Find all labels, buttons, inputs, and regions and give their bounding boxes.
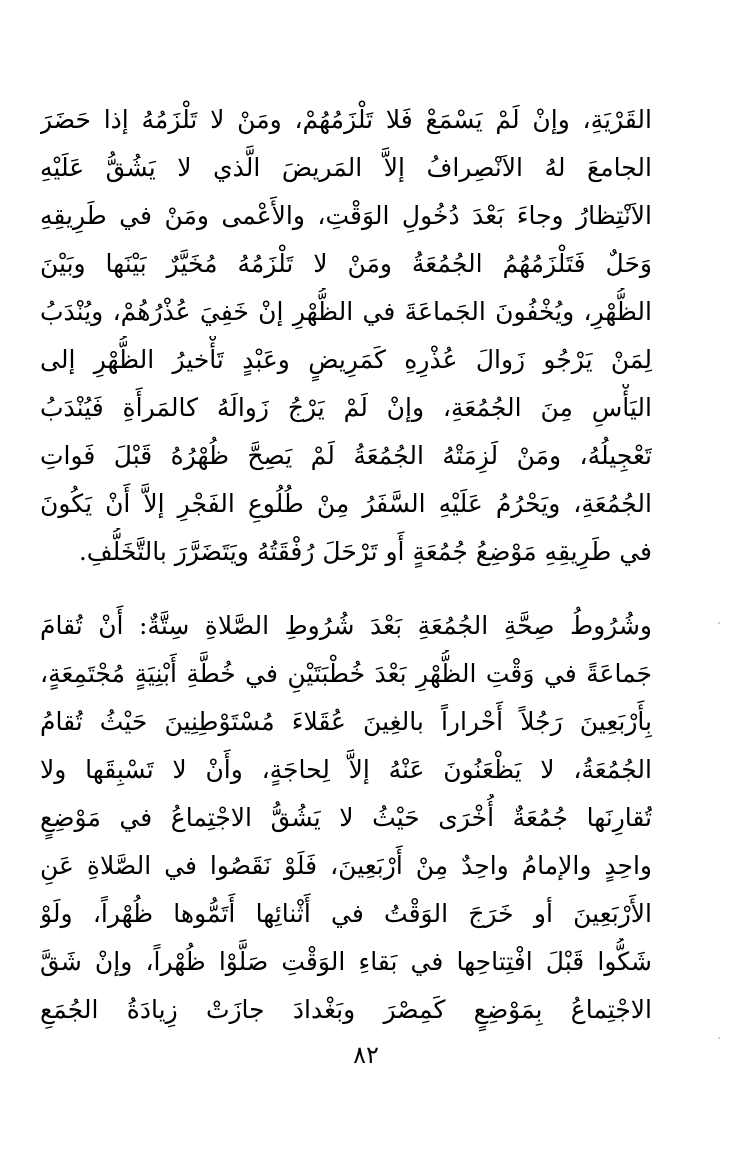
text-line: الاَنْتِظارُ وجاءَ بَعْدَ دُخُولِ الوَقْتِ، والأَعْمى ومَنْ في طَرِيقِهِ bbox=[40, 201, 652, 230]
paragraph-friday-obligation bbox=[40, 96, 652, 576]
text-line: جَماعَةً في وَقْتِ الظُّهْرِ بَعْدَ خُطْبَتَيْنِ في خُطَّةِ أَبْنِيَةٍ مُجْتَمِعَةٍ، bbox=[40, 659, 652, 688]
text-line: تُقارِنَها جُمُعَةٌ أُخْرَى حَيْثُ لا يَشُقُّ الاجْتِماعُ في مَوْضِعٍ bbox=[40, 803, 652, 832]
text-line: بِأَرْبَعِينَ رَجُلاً أَحْراراً بالغِينَ عُقَلاءَ مُسْتَوْطِنِينَ حَيْثُ تُقامُ bbox=[40, 707, 652, 736]
text-line: الجُمُعَةُ، لا يَظْعَنُونَ عَنْهُ إلاَّ لِحاجَةٍ، وأَنْ لا تَسْبِقَها ولا bbox=[40, 755, 652, 784]
text-line: القَرْيَةِ، وإنْ لَمْ يَسْمَعْ فَلا تَلْزَمُهُمْ، ومَنْ لا تَلْزَمُهُ إذا حَضَرَ bbox=[40, 105, 652, 134]
text-line: الجُمُعَةِ، ويَحْرُمُ عَلَيْهِ السَّفَرُ مِنْ طُلُوعِ الفَجْرِ إلاَّ أَنْ يَكُونَ bbox=[40, 489, 652, 518]
text-line: وشُرُوطُ صِحَّةِ الجُمُعَةِ بَعْدَ شُرُوطِ الصَّلاةِ سِتَّةٌ: أَنْ تُقامَ bbox=[40, 611, 652, 640]
text-line: في طَرِيقِهِ مَوْضِعُ جُمُعَةٍ أَو تَرْحَلَ رُفْقَتُهُ ويَتَضَرَّرَ بالتَّخَلُّفِ. bbox=[78, 537, 652, 566]
scan-speck bbox=[718, 1037, 720, 1039]
text-line: اليَأْسِ مِنَ الجُمُعَةِ، وإنْ لَمْ يَرْجُ زَوالَهُ كالمَرأَةِ فَيُنْدَبُ bbox=[40, 393, 652, 422]
text-line: وَحَلٌ فَتَلْزَمُهُمُ الجُمُعَةُ ومَنْ لا تَلْزَمُهُ مُخَيَّرٌ بَيْنَها وبَيْنَ bbox=[40, 249, 652, 278]
scan-speck bbox=[718, 622, 720, 624]
text-line: الأَرْبَعِينَ أو خَرَجَ الوَقْتُ في أَثْنائِها أَتَمُّوها ظُهْراً، ولَوْ bbox=[40, 899, 652, 928]
text-line: الجامعَ لهُ الاَنْصِرافُ إلاَّ المَريضَ الَّذي لا يَشُقُّ عَلَيْهِ bbox=[40, 153, 652, 182]
text-line: واحِدٍ والإمامُ واحِدٌ مِنْ أَرْبَعِينَ، فَلَوْ نَقَصُوا في الصَّلاةِ عَنِ bbox=[40, 851, 652, 880]
text-line: الاجْتِماعُ بِمَوْضِعٍ كَمِصْرَ وبَغْدادَ جازَتْ زِيادَةُ الجُمَعِ bbox=[40, 995, 652, 1024]
text-line: لِمَنْ يَرْجُو زَوالَ عُذْرِهِ كَمَرِيضٍ وعَبْدٍ تَأْخيرُ الظُّهْرِ إلى bbox=[40, 345, 652, 374]
page-number: ٨٢ bbox=[353, 1041, 379, 1069]
text-line: الظُّهْرِ، ويُخْفُونَ الجَماعَةَ في الظُّهْرِ إنْ خَفِيَ عُذْرُهُمْ، ويُنْدَبُ bbox=[40, 297, 652, 326]
text-line: شَكُّوا قَبْلَ افْتِتاحِها في بَقاءِ الوَقْتِ صَلَّوْا ظُهْراً، وإنْ شَقَّ bbox=[40, 947, 652, 976]
paragraph-friday-conditions bbox=[40, 602, 652, 1034]
text-line: تَعْجِيلُهُ، ومَنْ لَزِمَتْهُ الجُمُعَةُ لَمْ يَصِحَّ ظُهْرُهُ قَبْلَ فَواتِ bbox=[40, 441, 652, 470]
